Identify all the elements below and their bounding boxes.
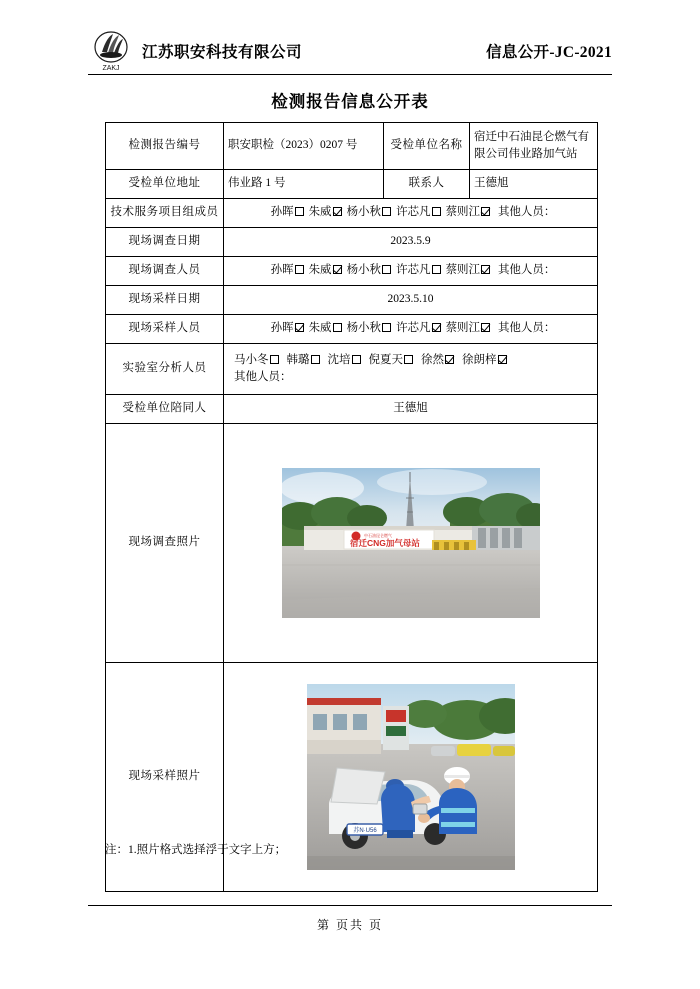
- checkbox[interactable]: [432, 323, 441, 332]
- survey-photo-box: [228, 427, 593, 659]
- sampling-date-label: 现场采样日期: [106, 286, 224, 315]
- accompany-label: 受检单位陪同人: [106, 395, 224, 424]
- member-item: 蔡则江: [446, 264, 491, 276]
- header-divider: [88, 74, 612, 75]
- member-item: 孙晖: [271, 264, 304, 276]
- sampling-photo-cell: [224, 663, 598, 892]
- member-item: 韩璐: [287, 354, 320, 366]
- footer-divider: [88, 905, 612, 906]
- checkbox[interactable]: [432, 265, 441, 274]
- survey-photo-label: 现场调查照片: [106, 424, 224, 663]
- table-row: [106, 344, 598, 395]
- info-table: [105, 122, 598, 892]
- lab-members: [224, 344, 598, 395]
- svg-text:苏N·U56: 苏N·U56: [352, 828, 377, 834]
- others-label: 其他人员：: [495, 322, 556, 335]
- page-header: [88, 28, 612, 74]
- member-item: 沈培: [328, 354, 361, 366]
- checkbox[interactable]: [295, 323, 304, 332]
- survey-photo-image: [282, 468, 540, 618]
- member-item: 马小冬: [234, 354, 279, 366]
- others-label: 其他人员：: [495, 206, 556, 219]
- sampling-date-value: 2023.5.10: [224, 286, 598, 315]
- member-item: 许芯凡: [396, 206, 441, 218]
- member-item: 杨小秋: [347, 322, 392, 334]
- member-item: 倪夏天: [369, 354, 414, 366]
- member-item: 孙晖: [271, 206, 304, 218]
- member-item: 蔡则江: [446, 206, 491, 218]
- address-label: 受检单位地址: [106, 170, 224, 199]
- survey-photo-cell: [224, 424, 598, 663]
- survey-staff-label: 现场调查人员: [106, 257, 224, 286]
- member-item: 朱威: [309, 322, 342, 334]
- table-row: [106, 257, 598, 286]
- address-value: 伟业路 1 号: [224, 170, 384, 199]
- member-item: 许芯凡: [396, 264, 441, 276]
- member-item: 朱威: [309, 206, 342, 218]
- header-left: [88, 30, 302, 72]
- checkbox[interactable]: [333, 207, 342, 216]
- survey-members: [224, 257, 598, 286]
- client-label: 受检单位名称: [384, 123, 470, 170]
- member-item: 徐然: [421, 354, 454, 366]
- table-row: [106, 286, 598, 315]
- lab-staff-label: 实验室分析人员: [106, 344, 224, 395]
- survey-date-label: 现场调查日期: [106, 228, 224, 257]
- table-row: [106, 395, 598, 424]
- table-row: [106, 199, 598, 228]
- client-value: 宿迁中石油昆仑燃气有限公司伟业路加气站: [470, 123, 598, 170]
- table-row: [106, 123, 598, 170]
- report-no-value: 职安职检（2023）0207 号: [224, 123, 384, 170]
- checkbox[interactable]: [311, 355, 320, 364]
- member-item: 杨小秋: [347, 206, 392, 218]
- member-item: 杨小秋: [347, 264, 392, 276]
- checkbox[interactable]: [432, 207, 441, 216]
- checkbox[interactable]: [295, 265, 304, 274]
- checkbox[interactable]: [333, 265, 342, 274]
- checkbox[interactable]: [498, 355, 507, 364]
- doc-code: 信息公开-JC-2021: [486, 44, 612, 61]
- sampling-photo-label: 现场采样照片: [106, 663, 224, 892]
- svg-text:ZAKJ: ZAKJ: [102, 65, 120, 72]
- checkbox[interactable]: [481, 207, 490, 216]
- checkbox[interactable]: [481, 265, 490, 274]
- table-row: [106, 315, 598, 344]
- contact-value: 王德旭: [470, 170, 598, 199]
- survey-date-value: 2023.5.9: [224, 228, 598, 257]
- checkbox[interactable]: [352, 355, 361, 364]
- company-name: 江苏职安科技有限公司: [142, 44, 303, 61]
- svg-text:宿迁CNG加气母站: 宿迁CNG加气母站: [349, 538, 420, 548]
- table-row: [106, 663, 598, 892]
- accompany-value: 王德旭: [224, 395, 598, 424]
- sampling-photo-image: [307, 684, 515, 870]
- checkbox[interactable]: [481, 323, 490, 332]
- checkbox[interactable]: [404, 355, 413, 364]
- page-title: 检测报告信息公开表: [271, 92, 429, 111]
- others-label: 其他人员：: [495, 264, 556, 277]
- footnote: 注：1.照片格式选择浮于文字上方；: [105, 844, 287, 856]
- svg-text:中石油昆仑燃气: 中石油昆仑燃气: [363, 533, 392, 538]
- checkbox[interactable]: [382, 323, 391, 332]
- member-item: 徐朗梓: [462, 354, 507, 366]
- member-item: 孙晖: [271, 322, 304, 334]
- page-number: 第 页共 页: [316, 918, 383, 932]
- checkbox[interactable]: [333, 323, 342, 332]
- member-item: 许芯凡: [396, 322, 441, 334]
- team-members: [224, 199, 598, 228]
- checkbox[interactable]: [382, 207, 391, 216]
- company-logo-icon: [88, 30, 134, 72]
- table-row: [106, 170, 598, 199]
- member-item: 蔡则江: [446, 322, 491, 334]
- team-label: 技术服务项目组成员: [106, 199, 224, 228]
- checkbox[interactable]: [295, 207, 304, 216]
- checkbox[interactable]: [445, 355, 454, 364]
- table-row: [106, 424, 598, 663]
- member-item: 朱威: [309, 264, 342, 276]
- contact-label: 联系人: [384, 170, 470, 199]
- sampling-members: [224, 315, 598, 344]
- lab-member-line: [234, 352, 593, 369]
- checkbox[interactable]: [382, 265, 391, 274]
- others-label: 其他人员：: [234, 371, 292, 383]
- report-no-label: 检测报告编号: [106, 123, 224, 170]
- sampling-staff-label: 现场采样人员: [106, 315, 224, 344]
- checkbox[interactable]: [270, 355, 279, 364]
- table-row: [106, 228, 598, 257]
